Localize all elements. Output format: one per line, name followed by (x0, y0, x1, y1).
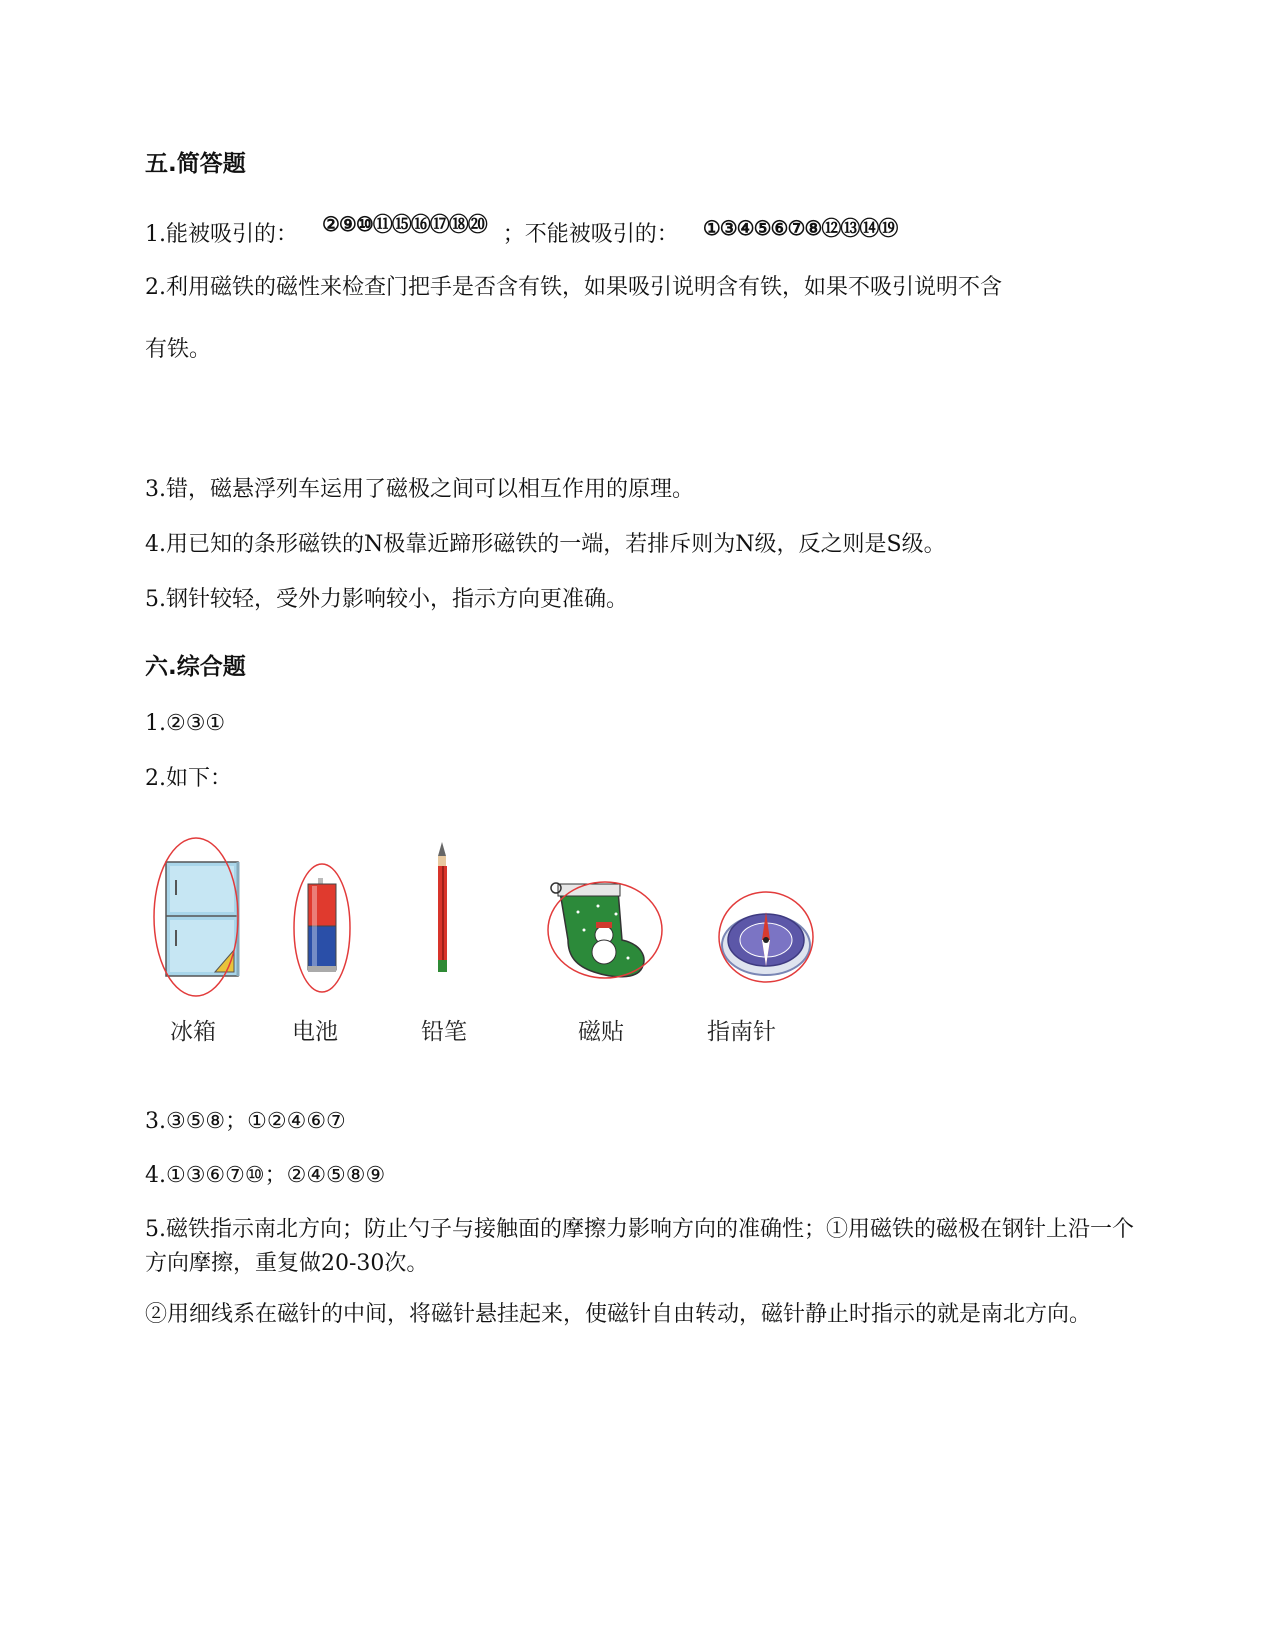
label-compass: 指南针 (707, 1019, 776, 1045)
attracted-list: ②⑨⑩⑪⑮⑯⑰⑱⑳ (322, 212, 487, 236)
label-pencil: 铅笔 (421, 1019, 467, 1045)
answer-5-1 (145, 212, 898, 251)
circle-battery (294, 864, 350, 992)
answer-6-5: 5.磁铁指示南北方向；防止勺子与接触面的摩擦力影响方向的准确性；①用磁铁的磁极在钢针上沿一个方向摩擦，重复做20-30次。 (145, 1217, 1134, 1276)
compass-icon (722, 912, 810, 975)
circle-refrigerator (154, 838, 238, 996)
battery-icon (308, 878, 336, 972)
selection-circles (154, 838, 813, 996)
answer-6-6: ②用细线系在磁针的中间，将磁针悬挂起来，使磁针自由转动，磁针静止时指示的就是南北方向。 (145, 1302, 1092, 1327)
answer-5-2-line2: 有铁。 (145, 337, 212, 362)
label-battery: 电池 (292, 1019, 338, 1045)
circle-magnet-sticker (548, 882, 662, 978)
not-attracted-list: ①③④⑤⑥⑦⑧⑫⑬⑭⑲ (702, 216, 898, 240)
magnet-sticker-icon (551, 883, 644, 977)
answer-6-3: 3.③⑤⑧；①②④⑥⑦ (145, 1109, 346, 1134)
answer-5-5: 5.钢针较轻，受外力影响较小，指示方向更准确。 (145, 587, 628, 612)
answer-6-2: 2.如下： (145, 766, 232, 791)
answer-5-4: 4.用已知的条形磁铁的N极靠近蹄形磁铁的一端，若排斥则为N级，反之则是S级。 (145, 532, 946, 557)
answer-5-2-line1: 2.利用磁铁的磁性来检查门把手是否含有铁，如果吸引说明含有铁，如果不吸引说明不含 (145, 275, 1002, 300)
answer-6-4: 4.①③⑥⑦⑩；②④⑤⑧⑨ (145, 1163, 386, 1188)
section-5-heading: 五.简答题 (145, 151, 246, 177)
answer-5-3: 3.错，磁悬浮列车运用了磁极之间可以相互作用的原理。 (145, 477, 694, 502)
pencil-icon (438, 842, 447, 972)
label-magnet-sticker: 磁贴 (578, 1019, 624, 1045)
label-refrigerator: 冰箱 (170, 1019, 216, 1045)
circle-compass (719, 892, 813, 982)
answer-6-1: 1.②③① (145, 711, 226, 736)
attracted-label: 1.能被吸引的： (145, 222, 298, 247)
section-6-heading: 六.综合题 (145, 654, 246, 680)
refrigerator-icon (166, 862, 238, 976)
not-attracted-label: ；不能被吸引的： (502, 222, 679, 247)
